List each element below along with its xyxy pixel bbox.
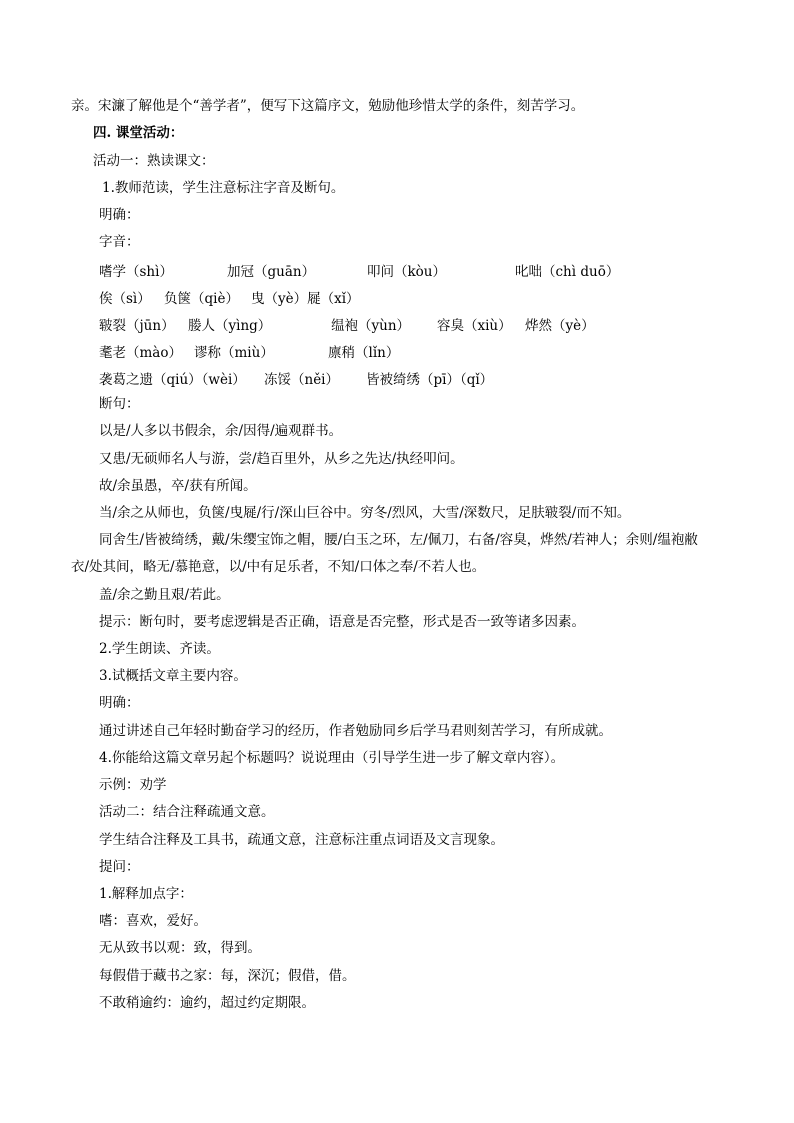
clarify-label-2: 明确： (99, 695, 140, 711)
activity2-title: 活动二：结合注释疏通文意。 (99, 804, 275, 820)
clarify-label: 明确： (99, 207, 140, 223)
activity1-step2: 2.学生朗读、齐读。 (99, 641, 220, 657)
pron-item: 叱咄（chì duō） (515, 264, 620, 280)
pron-item: 烨然（yè） (525, 318, 595, 334)
punct-line: 同舍生/皆被绮绣，戴/朱缨宝饰之帽，腰/白玉之环，左/佩刀，右备/容臭，烨然/若神人；余则/缊袍敝 (99, 532, 698, 548)
activity1-title: 活动一：熟读课文： (93, 153, 215, 169)
punct-line: 以是/人多以书假余，余/因得/遍观群书。 (99, 423, 343, 439)
intro-tail-text: 亲。宋濂了解他是个“善学者”，便写下这篇序文，勉励他珍惜太学的条件，刻苦学习。 (71, 98, 585, 114)
tip-text: 提示：断句时，要考虑逻辑是否正确，语意是否完整，形式是否一致等诸多因素。 (99, 614, 585, 630)
punct-line: 衣/处其间，略无/慕艳意，以/中有足乐者，不知/口体之奉/不若人也。 (71, 559, 486, 575)
example-text: 示例：劝学 (99, 777, 167, 793)
pron-item: 叩问（kòu） (367, 264, 447, 280)
pron-item: 容臭（xiù） (437, 318, 512, 334)
activity1-step4: 4.你能给这篇文章另起个标题吗？说说理由（引导学生进一步了解文章内容）。 (99, 750, 565, 766)
punctuation-label: 断句： (99, 396, 140, 412)
question-1: 1.解释加点字： (99, 886, 193, 902)
pron-item: 加冠（guān） (227, 264, 316, 280)
section-heading: 四. 课堂活动： (93, 125, 184, 141)
pron-item: 媵人（yìng） (188, 318, 272, 334)
gloss-line: 不敢稍逾约：逾约，超过约定期限。 (99, 995, 315, 1011)
pron-item: 负箧（qiè） (164, 291, 239, 307)
activity1-step1: 1.教师范读，学生注意标注字音及断句。 (102, 180, 345, 196)
gloss-line: 嗜：喜欢，爱好。 (99, 913, 207, 929)
pronunciation-label: 字音： (99, 234, 140, 250)
pron-item: 皲裂（jūn） (99, 318, 175, 334)
question-label: 提问： (99, 859, 140, 875)
pron-item: 嗜学（shì） (99, 264, 173, 280)
punct-line: 盖/余之勤且艰/若此。 (99, 587, 230, 603)
pron-item: 廪稍（lǐn） (328, 345, 400, 361)
gloss-line: 每假借于藏书之家：每，深沉；假借，借。 (99, 968, 356, 984)
summary-text: 通过讲述自己年轻时勤奋学习的经历，作者勉励同乡后学马君则刻苦学习，有所成就。 (99, 723, 612, 739)
pron-item: 缊袍（yùn） (331, 318, 411, 334)
pron-item: 耄老（mào） (99, 345, 182, 361)
pron-item: 冻馁（něi） (264, 372, 340, 388)
pron-item: 谬称（miù） (194, 345, 274, 361)
gloss-line: 无从致书以观：致，得到。 (99, 940, 261, 956)
punct-line: 又患/无硕师名人与游，尝/趋百里外，从乡之先达/执经叩问。 (99, 451, 464, 467)
punct-line: 当/余之从师也，负箧/曳屣/行/深山巨谷中。穷冬/烈风，大雪/深数尺，足肤皲裂/而不知。 (99, 505, 631, 521)
punct-line: 故/余虽愚，卒/获有所闻。 (99, 478, 257, 494)
activity2-instruction: 学生结合注释及工具书，疏通文意，注意标注重点词语及文言现象。 (99, 832, 504, 848)
pron-item: 皆被绮绣（pī）（qǐ） (366, 372, 494, 388)
pron-item: 曳（yè）屣（xǐ） (251, 291, 360, 307)
pron-item: 俟（sì） (99, 291, 151, 307)
pron-item: 袭葛之遗（qiú）（wèi） (99, 372, 246, 388)
activity1-step3: 3.试概括文章主要内容。 (99, 668, 247, 684)
